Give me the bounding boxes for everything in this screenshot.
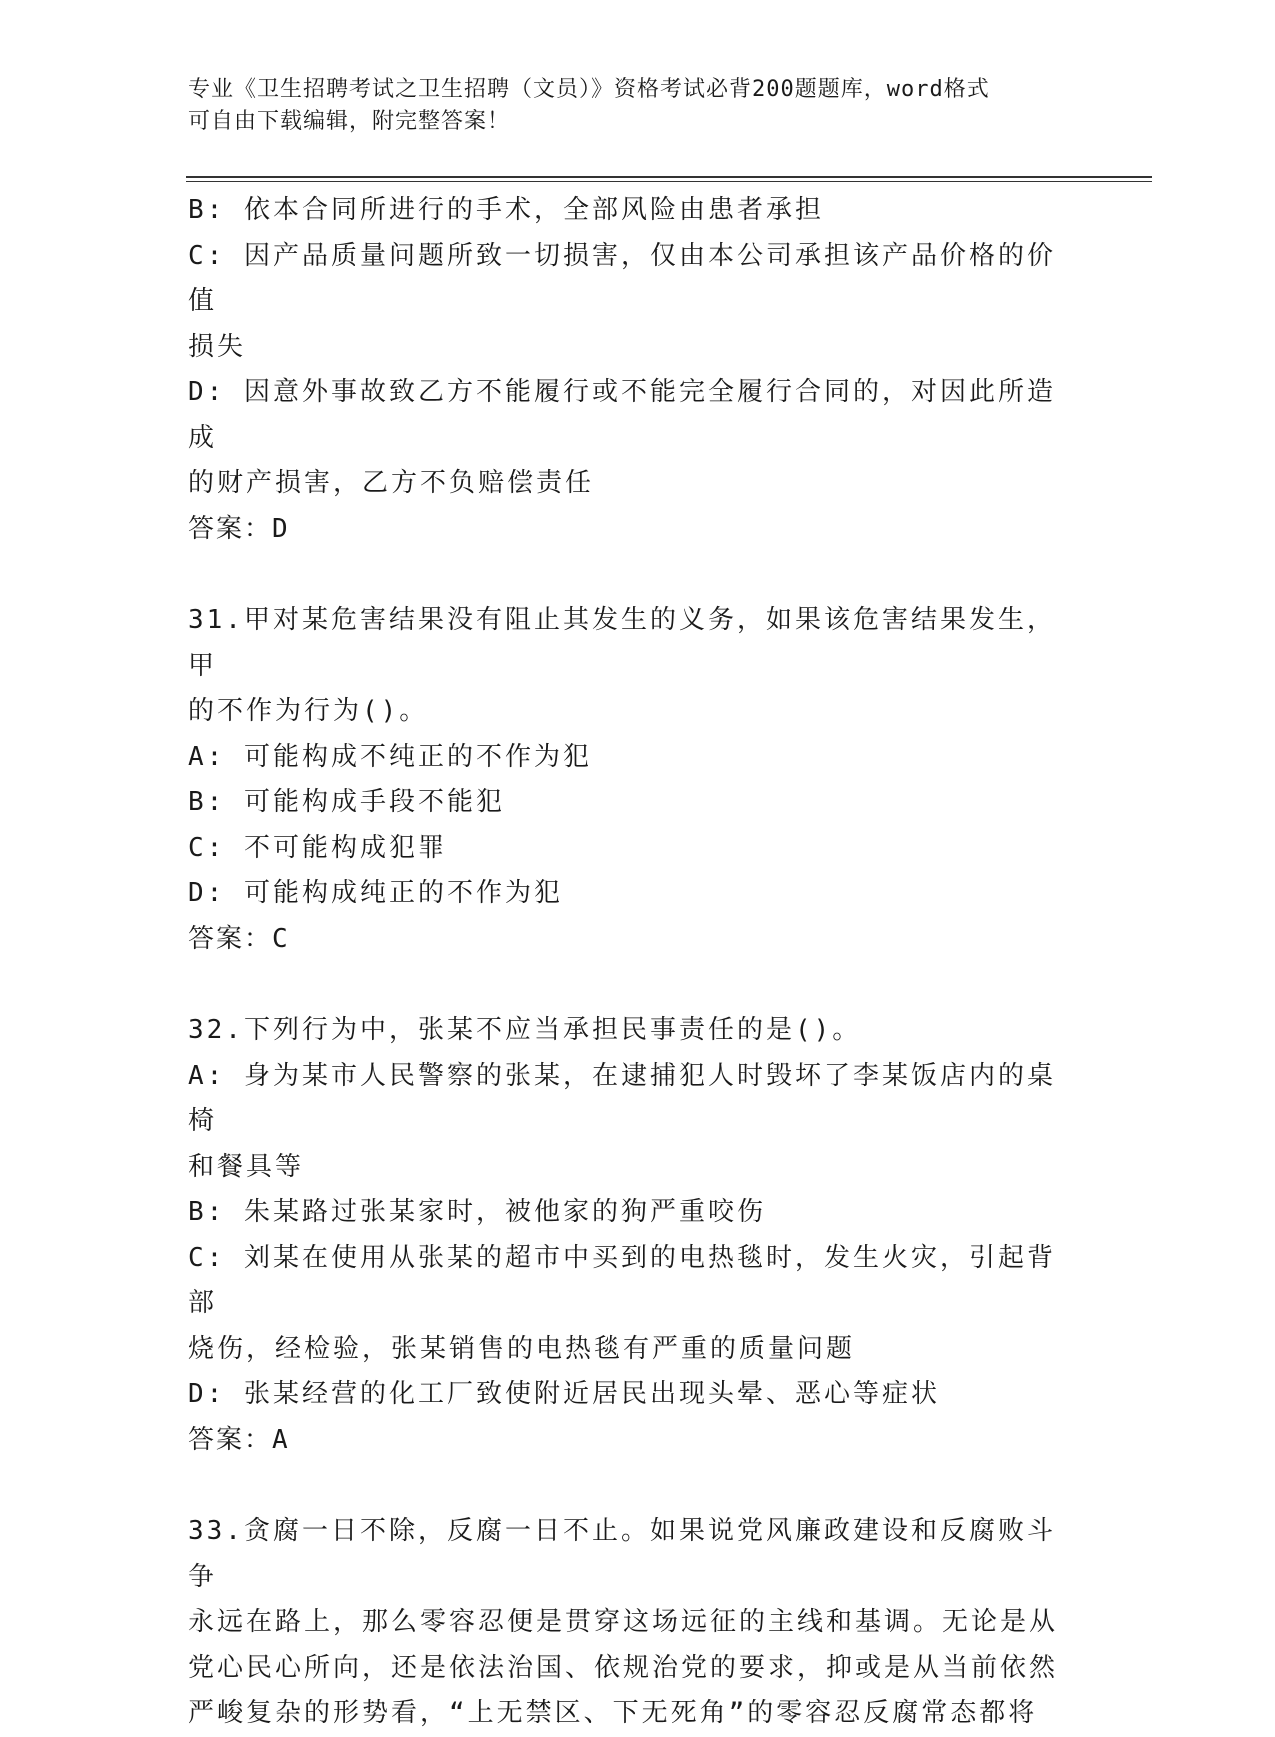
header-line-2: 可自由下载编辑，附完整答案！	[188, 109, 511, 134]
question-stem-line: 严峻复杂的形势看，“上无禁区、下无死角”的零容忍反腐常态都将	[188, 1698, 1038, 1728]
option-d: D: 张某经营的化工厂致使附近居民出现头晕、恶心等症状	[188, 1379, 940, 1409]
question-stem-line: 的不作为行为()。	[188, 696, 429, 726]
option-a-continued: 和餐具等	[188, 1151, 305, 1182]
question-stem-line: 党心民心所向，还是依法治国、依规治党的要求，抑或是从当前依然	[188, 1652, 1059, 1683]
option-line: C: 因产品质量问题所致一切损害，仅由本公司承担该产品价格的价值	[188, 240, 1056, 316]
option-b: B: 朱某路过张某家时，被他家的狗严重咬伤	[188, 1197, 766, 1227]
document-body	[188, 188, 1068, 1737]
page-header	[188, 74, 1088, 138]
spacer	[188, 1463, 1068, 1509]
option-a: A: 身为某市人民警察的张某，在逮捕犯人时毁坏了李某饭店内的桌椅	[188, 1060, 1056, 1136]
answer-line: 答案：D	[188, 513, 290, 544]
spacer	[188, 552, 1068, 598]
header-line-1: 专业《卫生招聘考试之卫生招聘（文员）》资格考试必背200题题库，word格式	[188, 77, 990, 102]
question-32	[188, 1008, 1068, 1463]
header-divider	[186, 176, 1152, 178]
option-c-continued: 烧伤，经检验，张某销售的电热毯有严重的质量问题	[188, 1333, 856, 1364]
question-30-continuation	[188, 188, 1068, 552]
option-a: A: 可能构成不纯正的不作为犯	[188, 741, 592, 772]
question-33	[188, 1509, 1068, 1737]
option-line: 损失	[188, 331, 247, 362]
option-c: C: 不可能构成犯罪	[188, 832, 447, 863]
question-31	[188, 598, 1068, 962]
spacer	[188, 962, 1068, 1008]
option-d: D: 可能构成纯正的不作为犯	[188, 878, 563, 908]
answer-line: 答案：A	[188, 1424, 290, 1455]
question-stem-line: 32.下列行为中，张某不应当承担民事责任的是()。	[188, 1015, 862, 1045]
question-stem-line: 31.甲对某危害结果没有阻止其发生的义务，如果该危害结果发生，甲	[188, 605, 1056, 681]
option-b: B: 可能构成手段不能犯	[188, 787, 505, 817]
option-c: C: 刘某在使用从张某的超市中买到的电热毯时，发生火灾，引起背部	[188, 1242, 1056, 1318]
option-line: B: 依本合同所进行的手术，全部风险由患者承担	[188, 195, 824, 225]
question-stem-line: 永远在路上，那么零容忍便是贯穿这场远征的主线和基调。无论是从	[188, 1607, 1059, 1637]
option-line: 的财产损害，乙方不负赔偿责任	[188, 468, 595, 498]
answer-line: 答案：C	[188, 923, 290, 954]
option-line: D: 因意外事故致乙方不能履行或不能完全履行合同的，对因此所造成	[188, 377, 1056, 453]
question-stem-line: 33.贪腐一日不除，反腐一日不止。如果说党风廉政建设和反腐败斗争	[188, 1516, 1056, 1592]
